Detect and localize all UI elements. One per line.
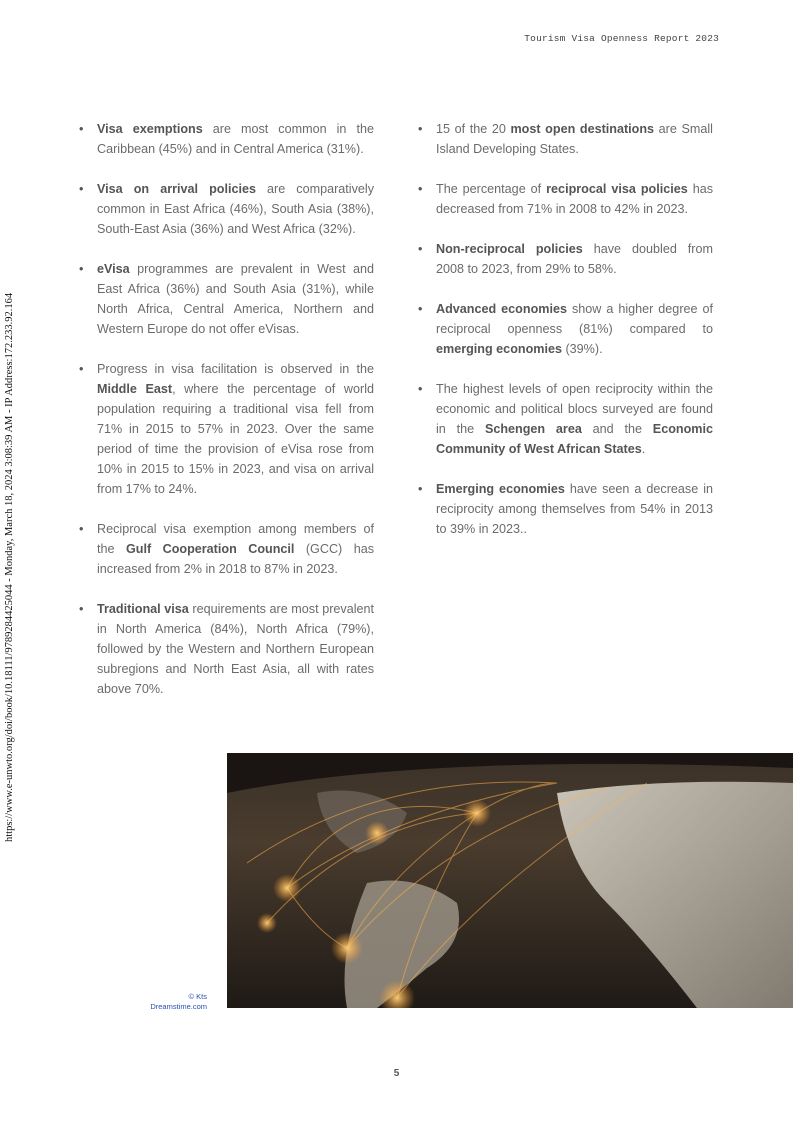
list-item: • Visa exemptions are most common in the Caribbean (45%) and in Central America (31%). — [79, 119, 374, 159]
list-item: • The highest levels of open reciprocity within the economic and political blocs surveyed are found in the Schengen area and the Economic Community of West African States. — [418, 379, 713, 459]
right-column — [418, 119, 713, 559]
credit-source: Dreamstime.com — [150, 1002, 207, 1011]
list-item: • Emerging economies have seen a decrease in reciprocity among themselves from 54% in 2013 to 39% in 2023.. — [418, 479, 713, 539]
globe-photo — [227, 753, 793, 1008]
list-item: • Progress in visa facilitation is observed in the Middle East, where the percentage of world population requiring a traditional visa fell from 71% in 2015 to 57% in 2023. Over the same period of time the provision of eVisa rose from 10% in 2015 to 15% in 2023, and visa on arrival from 17% to 24%. — [79, 359, 374, 499]
list-item: • Non-reciprocal policies have doubled from 2008 to 2023, from 29% to 58%. — [418, 239, 713, 279]
access-stamp: https://www.e-unwto.org/doi/book/10.18111/9789284425044 - Monday, March 18, 2024 3:08:39 AM - IP Address:172.233.92.164 — [4, 292, 15, 842]
list-item: • Traditional visa requirements are most prevalent in North America (84%), North Africa (79%), followed by the Western and Northern European subregions and North East Asia, all with rates above 70%. — [79, 599, 374, 699]
photo-credit — [150, 992, 207, 1012]
list-item: • Visa on arrival policies are comparatively common in East Africa (46%), South Asia (38%), South-East Asia (36%) and West Africa (32%). — [79, 179, 374, 239]
list-item: • eVisa programmes are prevalent in West and East Africa (36%) and South Asia (31%), while North Africa, Central America, Northern and Western Europe do not offer eVisas. — [79, 259, 374, 339]
credit-copyright: © Kts — [188, 992, 207, 1001]
list-item: • The percentage of reciprocal visa policies has decreased from 71% in 2008 to 42% in 2023. — [418, 179, 713, 219]
list-item: • 15 of the 20 most open destinations are Small Island Developing States. — [418, 119, 713, 159]
left-column — [79, 119, 374, 719]
page-number: 5 — [393, 1068, 400, 1079]
list-item: • Reciprocal visa exemption among members of the Gulf Cooperation Council (GCC) has increased from 2% in 2018 to 87% in 2023. — [79, 519, 374, 579]
globe-illustration — [227, 753, 793, 1008]
report-header: Tourism Visa Openness Report 2023 — [524, 33, 719, 44]
list-item: • Advanced economies show a higher degree of reciprocal openness (81%) compared to emerging economies (39%). — [418, 299, 713, 359]
